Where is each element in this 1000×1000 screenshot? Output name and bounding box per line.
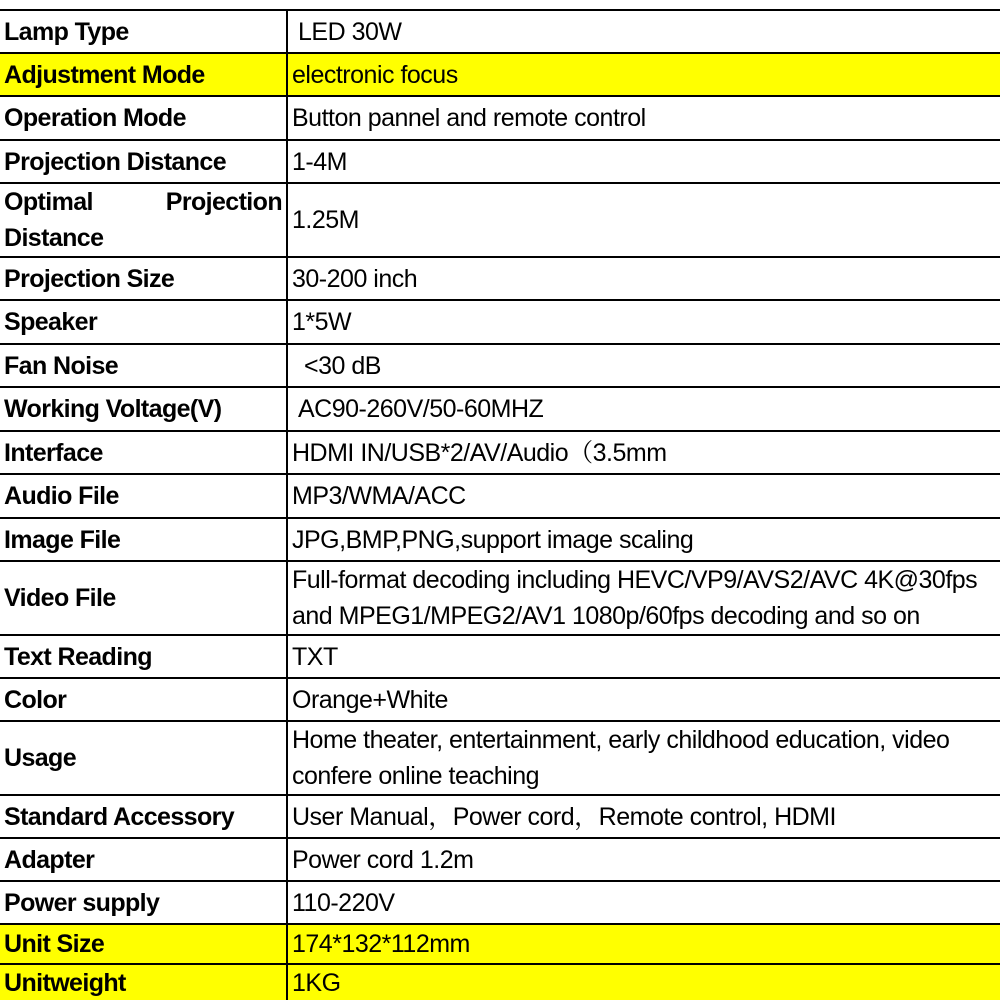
row-label: Audio File xyxy=(0,474,287,518)
row-value: 174*132*112mm xyxy=(287,924,1000,964)
row-value: JPG,BMP,PNG,support image scaling xyxy=(287,518,1000,561)
table-row xyxy=(0,183,1000,257)
row-label: Fan Noise xyxy=(0,344,287,387)
row-label: Lamp Type xyxy=(0,10,287,53)
row-label: Video File xyxy=(0,561,287,635)
row-value: Power cord 1.2m xyxy=(287,838,1000,881)
table-row xyxy=(0,678,1000,721)
row-value: LED 30W xyxy=(287,10,1000,53)
row-label: Usage xyxy=(0,721,287,795)
row-value: 1-4M xyxy=(287,140,1000,183)
row-label: Standard Accessory xyxy=(0,795,287,838)
row-value: 1*5W xyxy=(287,300,1000,344)
table-row xyxy=(0,257,1000,300)
table-row xyxy=(0,474,1000,518)
row-value: Button pannel and remote control xyxy=(287,96,1000,140)
row-label: Working Voltage(V) xyxy=(0,387,287,431)
table-row xyxy=(0,387,1000,431)
row-value: <30 dB xyxy=(287,344,1000,387)
table-row xyxy=(0,10,1000,53)
table-row xyxy=(0,881,1000,924)
row-label: Operation Mode xyxy=(0,96,287,140)
table-row xyxy=(0,795,1000,838)
table-row xyxy=(0,561,1000,635)
row-value: MP3/WMA/ACC xyxy=(287,474,1000,518)
row-label: Unitweight xyxy=(0,964,287,1000)
row-value: HDMI IN/USB*2/AV/Audio（3.5mm xyxy=(287,431,1000,474)
table-row xyxy=(0,964,1000,1000)
row-label: Adapter xyxy=(0,838,287,881)
row-label: Speaker xyxy=(0,300,287,344)
row-value: 1.25M xyxy=(287,183,1000,257)
table-row xyxy=(0,96,1000,140)
table-row xyxy=(0,431,1000,474)
row-label: Color xyxy=(0,678,287,721)
table-row xyxy=(0,53,1000,96)
row-label: Interface xyxy=(0,431,287,474)
table-row xyxy=(0,838,1000,881)
row-value: electronic focus xyxy=(287,53,1000,96)
row-value: 30-200 inch xyxy=(287,257,1000,300)
row-value: Full-format decoding including HEVC/VP9/AVS2/AVC 4K@30fps and MPEG1/MPEG2/AV1 1080p/60fps decoding and so on xyxy=(287,561,1000,635)
row-value: User Manual，Power cord，Remote control, HDMI xyxy=(287,795,1000,838)
table-row xyxy=(0,635,1000,678)
row-value: Orange+White xyxy=(287,678,1000,721)
table-row xyxy=(0,518,1000,561)
row-value: 1KG xyxy=(287,964,1000,1000)
row-label: Projection Size xyxy=(0,257,287,300)
table-row xyxy=(0,344,1000,387)
table-row xyxy=(0,721,1000,795)
row-label: Adjustment Mode xyxy=(0,53,287,96)
row-value: Home theater, entertainment, early childhood education, video confere online teaching xyxy=(287,721,1000,795)
table-row xyxy=(0,300,1000,344)
spec-table xyxy=(0,9,1000,1000)
row-label: Power supply xyxy=(0,881,287,924)
row-value: 110-220V xyxy=(287,881,1000,924)
table-row xyxy=(0,924,1000,964)
row-value: TXT xyxy=(287,635,1000,678)
table-row xyxy=(0,140,1000,183)
row-value: AC90-260V/50-60MHZ xyxy=(287,387,1000,431)
row-label: Projection Distance xyxy=(0,140,287,183)
row-label: Unit Size xyxy=(0,924,287,964)
row-label: Image File xyxy=(0,518,287,561)
row-label: Text Reading xyxy=(0,635,287,678)
row-label: Optimal Projection Distance xyxy=(0,183,287,257)
